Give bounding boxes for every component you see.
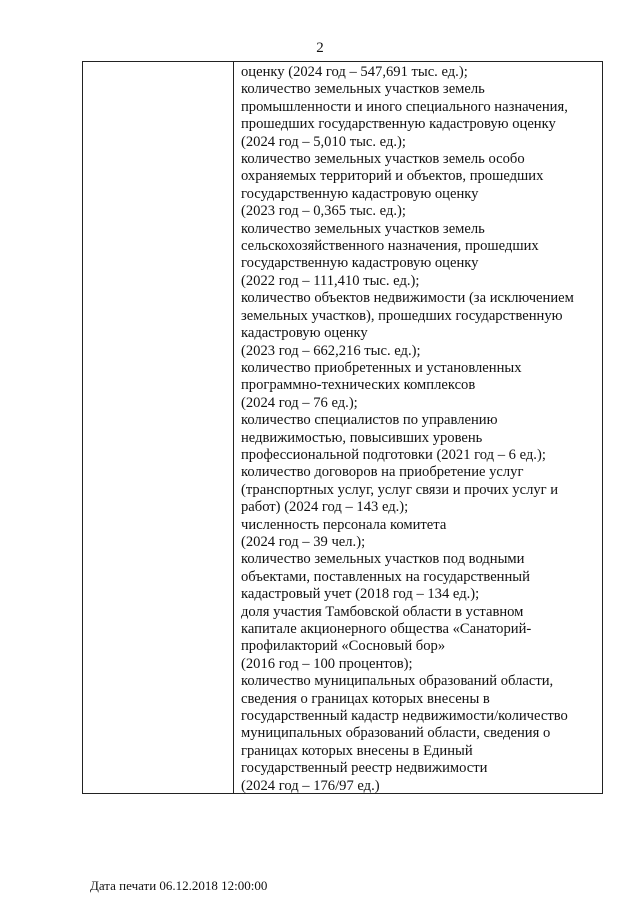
content-line: (2023 год – 662,216 тыс. ед.); <box>241 342 421 359</box>
content-line: (2023 год – 0,365 тыс. ед.); <box>241 203 406 220</box>
content-line: (2024 год – 39 чел.); <box>241 533 366 550</box>
content-line: (2022 год – 111,410 тыс. ед.); <box>241 272 420 289</box>
content-line: количество земельных участков земель особо <box>241 151 525 168</box>
content-line: земельных участков), прошедших государственную <box>241 307 563 324</box>
content-line: (2024 год – 76 ед.); <box>241 394 358 411</box>
content-line: количество специалистов по управлению <box>241 412 498 429</box>
content-line: кадастровую оценку <box>241 325 368 342</box>
content-line: численность персонала комитета <box>241 516 447 533</box>
content-line: (2024 год – 5,010 тыс. ед.); <box>241 133 406 150</box>
content-line: профессиональной подготовки (2021 год – 6 ед.); <box>241 446 546 463</box>
content-line: недвижимостью, повысивших уровень <box>241 429 483 446</box>
content-line: кадастровый учет (2018 год – 134 ед.); <box>241 586 480 603</box>
content-line: капитале акционерного общества «Санаторий- <box>241 621 532 637</box>
empty-left-cell <box>83 62 234 793</box>
content-line: профилакторий «Сосновый бор» <box>241 638 446 655</box>
content-line: (2016 год – 100 процентов); <box>241 655 413 672</box>
print-date: Дата печати 06.12.2018 12:00:00 <box>90 878 268 893</box>
page-number: 2 <box>316 40 324 56</box>
content-line: муниципальных образований области, сведения о <box>241 725 551 742</box>
content-line: доля участия Тамбовской области в уставном <box>241 603 524 620</box>
content-line: (транспортных услуг, услуг связи и прочих услуг и <box>241 481 559 498</box>
content-line: сведения о границах которых внесены в <box>241 690 490 707</box>
content-line: охраняемых территорий и объектов, прошедших <box>241 168 544 185</box>
content-line: (2024 год – 176/97 ед.) <box>241 777 380 794</box>
content-line: количество земельных участков земель <box>241 81 485 98</box>
content-line: оценку (2024 год – 547,691 тыс. ед.); <box>241 64 468 80</box>
content-line: сельскохозяйственного назначения, прошедших <box>241 238 539 255</box>
content-line: количество договоров на приобретение услуг <box>241 464 524 481</box>
content-cell <box>234 62 602 793</box>
content-line: количество приобретенных и установленных <box>241 359 522 376</box>
content-line: государственный кадастр недвижимости/количество <box>241 708 568 725</box>
content-line: количество земельных участков земель <box>241 220 485 237</box>
content-line: государственный реестр недвижимости <box>241 760 488 777</box>
content-line: государственную кадастровую оценку <box>241 255 479 272</box>
content-line: количество объектов недвижимости (за исключением <box>241 290 574 307</box>
content-line: государственную кадастровую оценку <box>241 185 479 202</box>
content-line: прошедших государственную кадастровую оценку <box>241 116 556 133</box>
content-line: количество муниципальных образований области, <box>241 673 554 690</box>
content-line: работ) (2024 год – 143 ед.); <box>241 499 409 516</box>
content-line: промышленности и иного специального назначения, <box>241 98 568 115</box>
content-line: количество земельных участков под водными <box>241 551 525 568</box>
content-line: границах которых внесены в Единый <box>241 742 473 759</box>
document-table <box>82 61 603 794</box>
content-line: объектами, поставленных на государственный <box>241 568 530 585</box>
content-line: программно-технических комплексов <box>241 377 476 394</box>
